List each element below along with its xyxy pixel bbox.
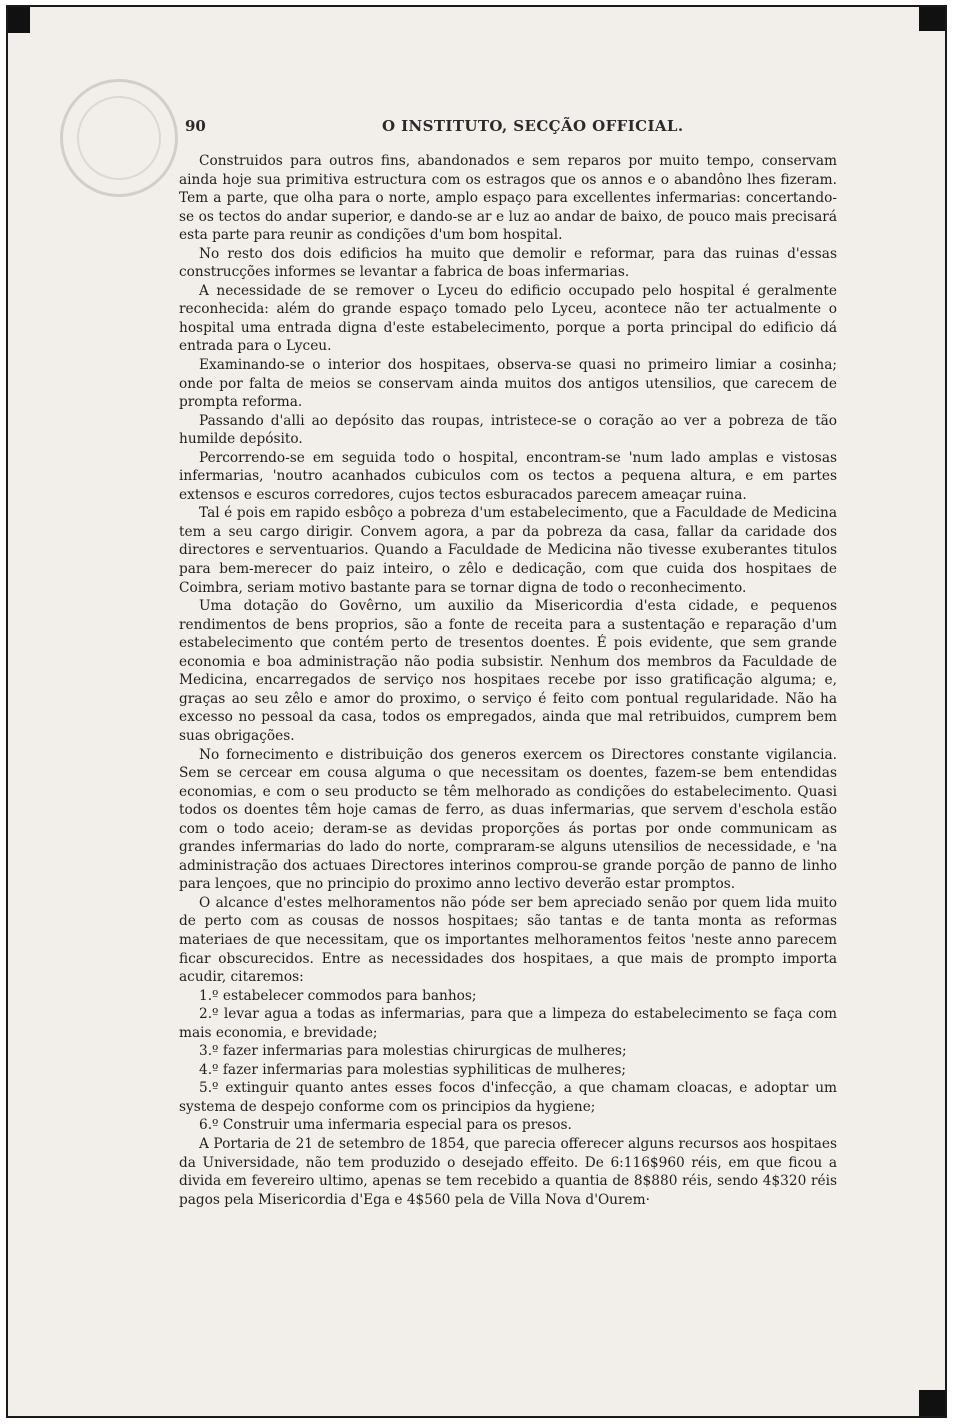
page-number: 90 [185,117,206,135]
paragraph: Construidos para outros fins, abandonados e sem reparos por muito tempo, conservam ainda hoje sua primitiva estructura com os estragos que os annos e o abandôno lhes fizeram. Tem a parte, que olha para o norte, amplo espaço para excellentes infermarias: concertando-se os tectos do andar superior, e dando-se ar e luz ao andar de baixo, de pouco mais precisará esta parte para reunir as condições d'um bom hospital. [179,153,837,244]
list-item: 2.º levar agua a todas as infermarias, para que a limpeza do estabelecimento se faça com mais economia, e brevidade; [179,1006,837,1041]
paragraph: Examinando-se o interior dos hospitaes, observa-se quasi no primeiro limiar a cosinha; onde por falta de meios se conservam ainda muitos dos antigos utensilios, que carecem de prompta reforma. [179,357,837,411]
paragraph: Passando d'alli ao depósito das roupas, intristece-se o coração ao ver a pobreza de tão humilde depósito. [179,412,837,448]
list-item: 6.º Construir uma infermaria especial para os presos. [199,1117,572,1134]
list-item: 1.º estabelecer commodos para banhos; [199,987,477,1004]
list-item: 5.º extinguir quanto antes esses focos d'infecção, a que chamam cloacas, e adoptar um systema de despejo conforme com os principios da hygiene; [179,1080,837,1115]
scan-corner-bottom-right [919,1390,945,1416]
paragraph: A necessidade de se remover o Lyceu do edificio occupado pelo hospital é geralmente reconhecida: além do grande espaço tomado pelo Lyceu, acontece não ter actualmente o hospital uma entrada digna d'este estabelecimento, porque a porta principal do edificio dá entrada para o Lyceu. [179,282,837,355]
scan-corner-top-right [919,7,945,31]
paragraph: Tal é pois em rapido esbôço a pobreza d'um estabelecimento, que a Faculdade de Medicina tem a seu cargo dirigir. Convem agora, a par da pobreza da casa, fallar da caridade dos directores e serventuarios. Quando a Faculdade de Medicina não tivesse exuberantes titulos para bem-merecer do paiz inteiro, o zêlo e dedicação, com que cuida dos hospitaes de Coimbra, seriam motivo bastante para se tornar digna de todo o reconhecimento. [179,505,837,596]
running-head: O INSTITUTO, SECÇÃO OFFICIAL. [382,117,684,135]
paragraph: No resto dos dois edificios ha muito que demolir e reformar, para das ruinas d'essas construcções informes se levantar a fabrica de boas infermarias. [179,245,837,281]
list-item: 3.º fazer infermarias para molestias chirurgicas de mulheres; [199,1043,627,1060]
paragraph: Uma dotação do Govêrno, um auxilio da Misericordia d'esta cidade, e pequenos rendimentos de bens proprios, são a fonte de receita para a sustentação e reparação d'um estabelecimento que contém perto de tresentos doentes. É pois evidente, que sem grande economia e boa administração não podia subsistir. Nenhum dos membros da Faculdade de Medicina, encarregados de serviço nos hospitaes recebe por isso gratificação alguma; e, graças ao seu zêlo e amor do proximo, o serviço é feito com pontual regularidade. Não ha excesso no pessoal da casa, todos os empregados, ainda que mal retribuidos, cumprem bem suas obrigações. [179,598,837,744]
list-item: 4.º fazer infermarias para molestias syphiliticas de mulheres; [199,1061,627,1078]
body-text [179,152,837,1209]
scan-corner-top-left [8,7,30,33]
paragraph: O alcance d'estes melhoramentos não póde ser bem apreciado senão por quem lida muito de perto com as cousas de nossos hospitaes; são tantas e de tanta monta as reformas materiaes de que necessitam, que os importantes melhoramentos feitos 'neste anno parecem ficar obscurecidos. Entre as necessidades dos hospitaes, a que mais de prompto importa acudir, citaremos: [179,894,837,986]
paragraph: No fornecimento e distribuição dos generos exercem os Directores constante vigilancia. Sem se cercear em cousa alguma o que necessitam os doentes, fazem-se bem entendidas economias, e com o seu producto se têm melhorado as condições do estabelecimento. Quasi todos os doentes têm hoje camas de ferro, as duas infermarias, que servem d'eschola estão com o todo aceio; deram-se as devidas proporções ás portas por onde communicam as grandes infermarias do lado do norte, compraram-se alguns utensilios de necessidade, e 'na administração dos actuaes Directores interinos comprou-se grande porção de panno de linho para lençoes, que no principio do proximo anno lectivo deverão estar promptos. [179,746,837,893]
library-stamp [60,79,178,197]
page-header [185,117,835,139]
closing-paragraph: A Portaria de 21 de setembro de 1854, que parecia offerecer alguns recursos aos hospitaes da Universidade, não tem produzido o desejado effeito. De 6:116$960 réis, em que ficou a divida em fevereiro ultimo, apenas se tem recebido a quantia de 8$880 réis, sendo 4$320 réis pagos pela Misericordia d'Ega e 4$560 pela de Villa Nova d'Ourem· [179,1135,837,1208]
paragraph: Percorrendo-se em seguida todo o hospital, encontram-se 'num lado amplas e vistosas infermarias, 'noutro acanhados cubiculos com os tectos a pequena altura, e em partes extensos e escuros corredores, cujos tectos esburacados parecem ameaçar ruina. [179,449,837,503]
